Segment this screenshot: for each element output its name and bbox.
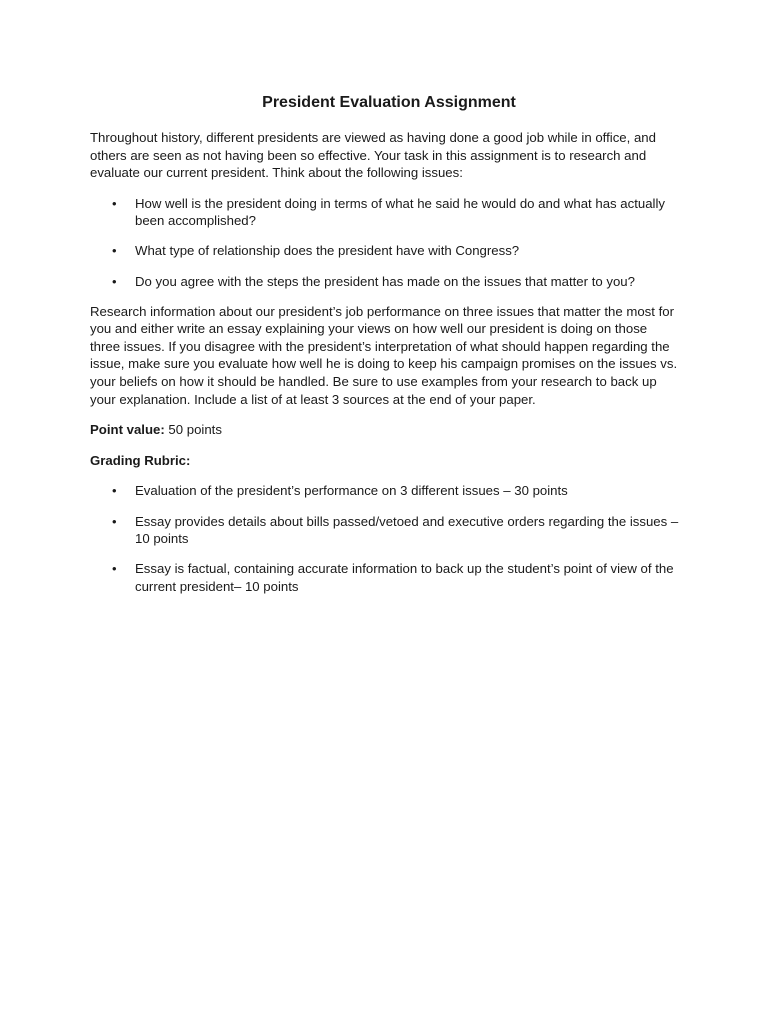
research-paragraph: Research information about our president’s job performance on three issues that matter the most for you and either write an essay explaining your views on how well our president is doing on those three issues. If you disagree with the president’s interpretation of what should happen regarding the issue, make sure you evaluate how well he is doing to keep his campaign promises on the issues vs. your beliefs on how it should be handled. Be sure to use examples from your research to back up your explanation. Include a list of at least 3 sources at the end of your paper. bbox=[90, 303, 678, 407]
rubric-label: Grading Rubric: bbox=[90, 452, 191, 468]
document-title: President Evaluation Assignment bbox=[262, 94, 516, 111]
document-body bbox=[90, 92, 680, 608]
rubric-item bbox=[90, 560, 680, 595]
rubric-heading bbox=[90, 452, 680, 470]
rubric-text: Essay provides details about bills passed/vetoed and executive orders regarding the issues – 10 points bbox=[135, 513, 679, 547]
point-value-text: 50 points bbox=[164, 422, 222, 438]
issue-item bbox=[90, 273, 680, 291]
rubric-list bbox=[90, 482, 680, 595]
bullet-icon: • bbox=[112, 243, 117, 259]
rubric-text: Essay is factual, containing accurate information to back up the student’s point of view of the current president– 10 points bbox=[135, 561, 674, 594]
rubric-item bbox=[90, 482, 680, 500]
intro-paragraph: Throughout history, different presidents are viewed as having done a good job while in office, and others are seen as not having been so effective. Your task in this assignment is to research and evaluate our current president. Think about the following issues: bbox=[90, 130, 656, 181]
rubric-item bbox=[90, 513, 680, 548]
issues-list bbox=[90, 195, 680, 290]
bullet-icon: • bbox=[112, 561, 117, 577]
issue-text: Do you agree with the steps the president has made on the issues that matter to you? bbox=[135, 273, 635, 289]
rubric-text: Evaluation of the president’s performance on 3 different issues – 30 points bbox=[135, 483, 568, 499]
point-value-line bbox=[90, 421, 680, 439]
bullet-icon: • bbox=[112, 483, 117, 499]
issue-text: How well is the president doing in terms of what he said he would do and what has actually been accomplished? bbox=[135, 195, 665, 229]
point-value-label: Point value: bbox=[90, 422, 165, 438]
bullet-icon: • bbox=[112, 195, 117, 211]
issue-item bbox=[90, 195, 680, 230]
issue-text: What type of relationship does the president have with Congress? bbox=[135, 243, 520, 259]
bullet-icon: • bbox=[112, 273, 117, 289]
bullet-icon: • bbox=[112, 513, 117, 529]
issue-item bbox=[90, 242, 680, 260]
